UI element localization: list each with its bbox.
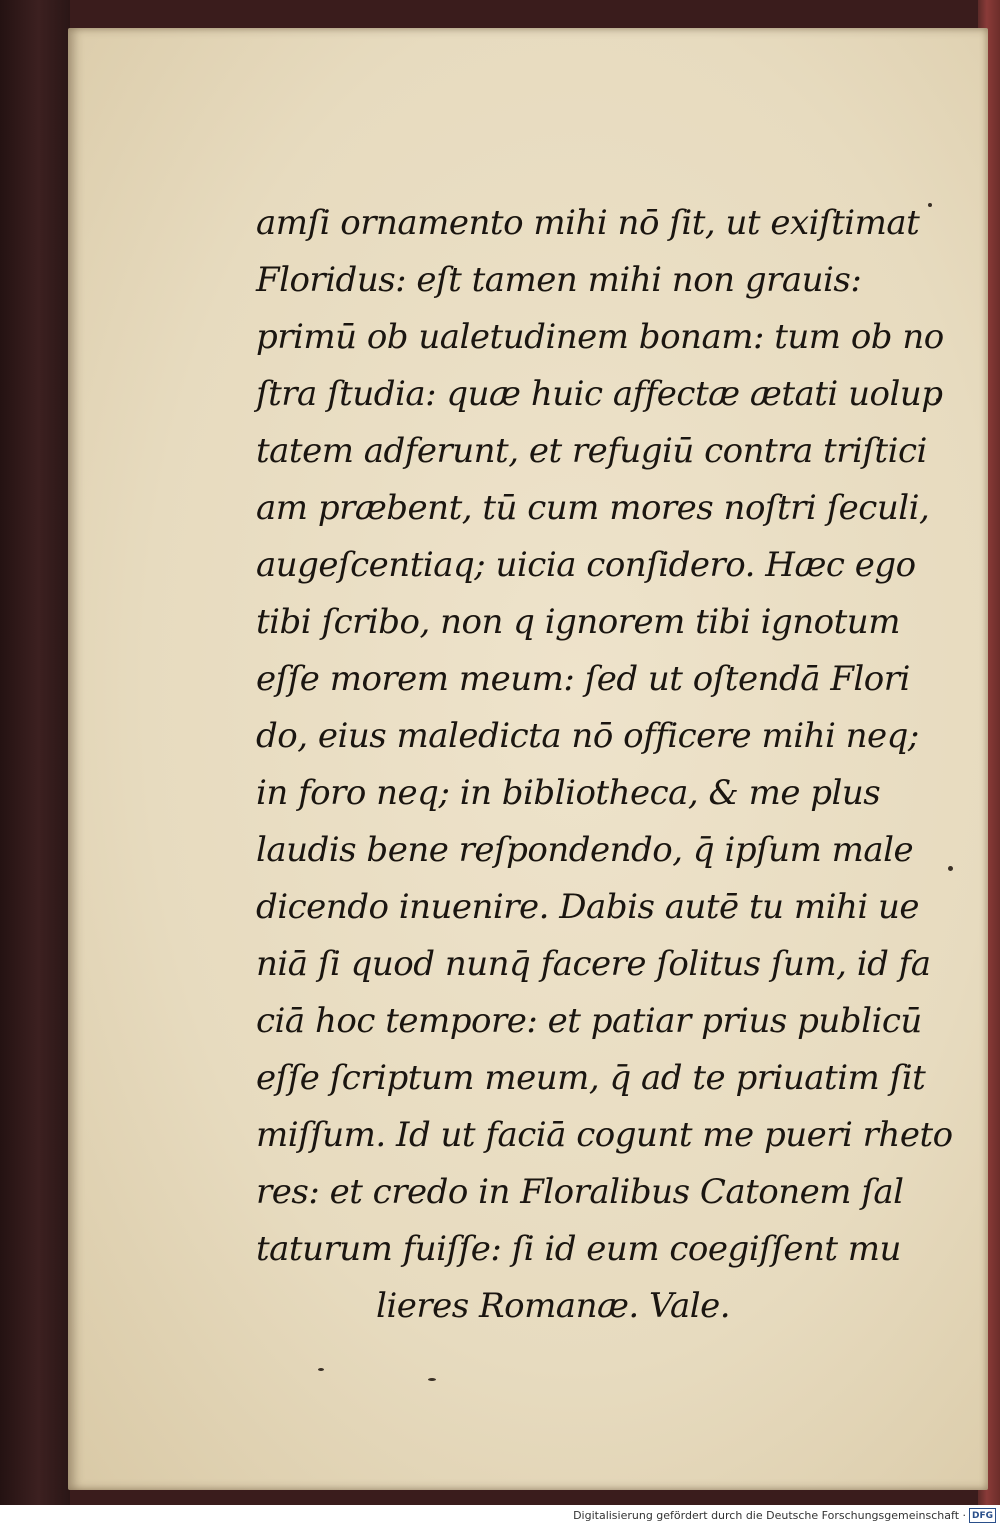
paper-speck <box>428 1378 436 1381</box>
paper-page <box>68 28 988 1490</box>
text-line: taturum fuiſſe: ſi id eum coegiſſent mu <box>256 1229 901 1269</box>
text-line: niā ſi quod nunq̄ facere ſolitus ſum, id fa <box>256 944 931 984</box>
paper-speck <box>948 866 953 871</box>
text-line: am præbent, tū cum mores noſtri ſeculi, <box>256 488 930 528</box>
text-line: tibi ſcribo, non q ignorem tibi ignotum <box>256 602 900 642</box>
text-line: eſſe ſcriptum meum, q̄ ad te priuatim ſit <box>256 1058 926 1098</box>
text-line: tatem adferunt, et refugiū contra triſtici <box>256 431 927 471</box>
dfg-logo-icon: DFG <box>969 1508 996 1523</box>
text-line: ſtra ſtudia: quæ huic affectæ ætati uolup <box>256 374 943 414</box>
book-binding-left <box>0 0 70 1505</box>
text-line-closing: lieres Romanæ. Vale. <box>376 1286 731 1326</box>
text-line: dicendo inuenire. Dabis autē tu mihi ue <box>256 887 920 927</box>
text-line: miſſum. Id ut faciā cogunt me pueri rheto <box>256 1115 953 1155</box>
text-line: ciā hoc tempore: et patiar prius publicū <box>256 1001 922 1041</box>
text-line: laudis bene reſpondendo, q̄ ipſum male <box>256 830 914 870</box>
text-line: do, eius maledicta nō officere mihi neq; <box>256 716 919 756</box>
text-line: res: et credo in Floralibus Catonem ſal <box>256 1172 904 1212</box>
digitization-footer <box>0 1505 1000 1527</box>
funding-credit: Digitalisierung gefördert durch die Deutsche Forschungsgemeinschaft · <box>573 1509 966 1522</box>
text-line: in foro neq; in bibliotheca, & me plus <box>256 773 881 813</box>
text-line: Floridus: eſt tamen mihi non grauis: <box>256 260 862 300</box>
text-line: eſſe morem meum: ſed ut oſtendā Flori <box>256 659 910 699</box>
text-line: primū ob ualetudinem bonam: tum ob no <box>256 317 944 357</box>
paper-speck <box>318 1368 324 1371</box>
paper-speck <box>928 203 932 207</box>
text-line: augeſcentiaq; uicia conſidero. Hæc ego <box>256 545 916 585</box>
text-line: amſi ornamento mihi nō ſit, ut exiſtimat <box>256 203 920 243</box>
